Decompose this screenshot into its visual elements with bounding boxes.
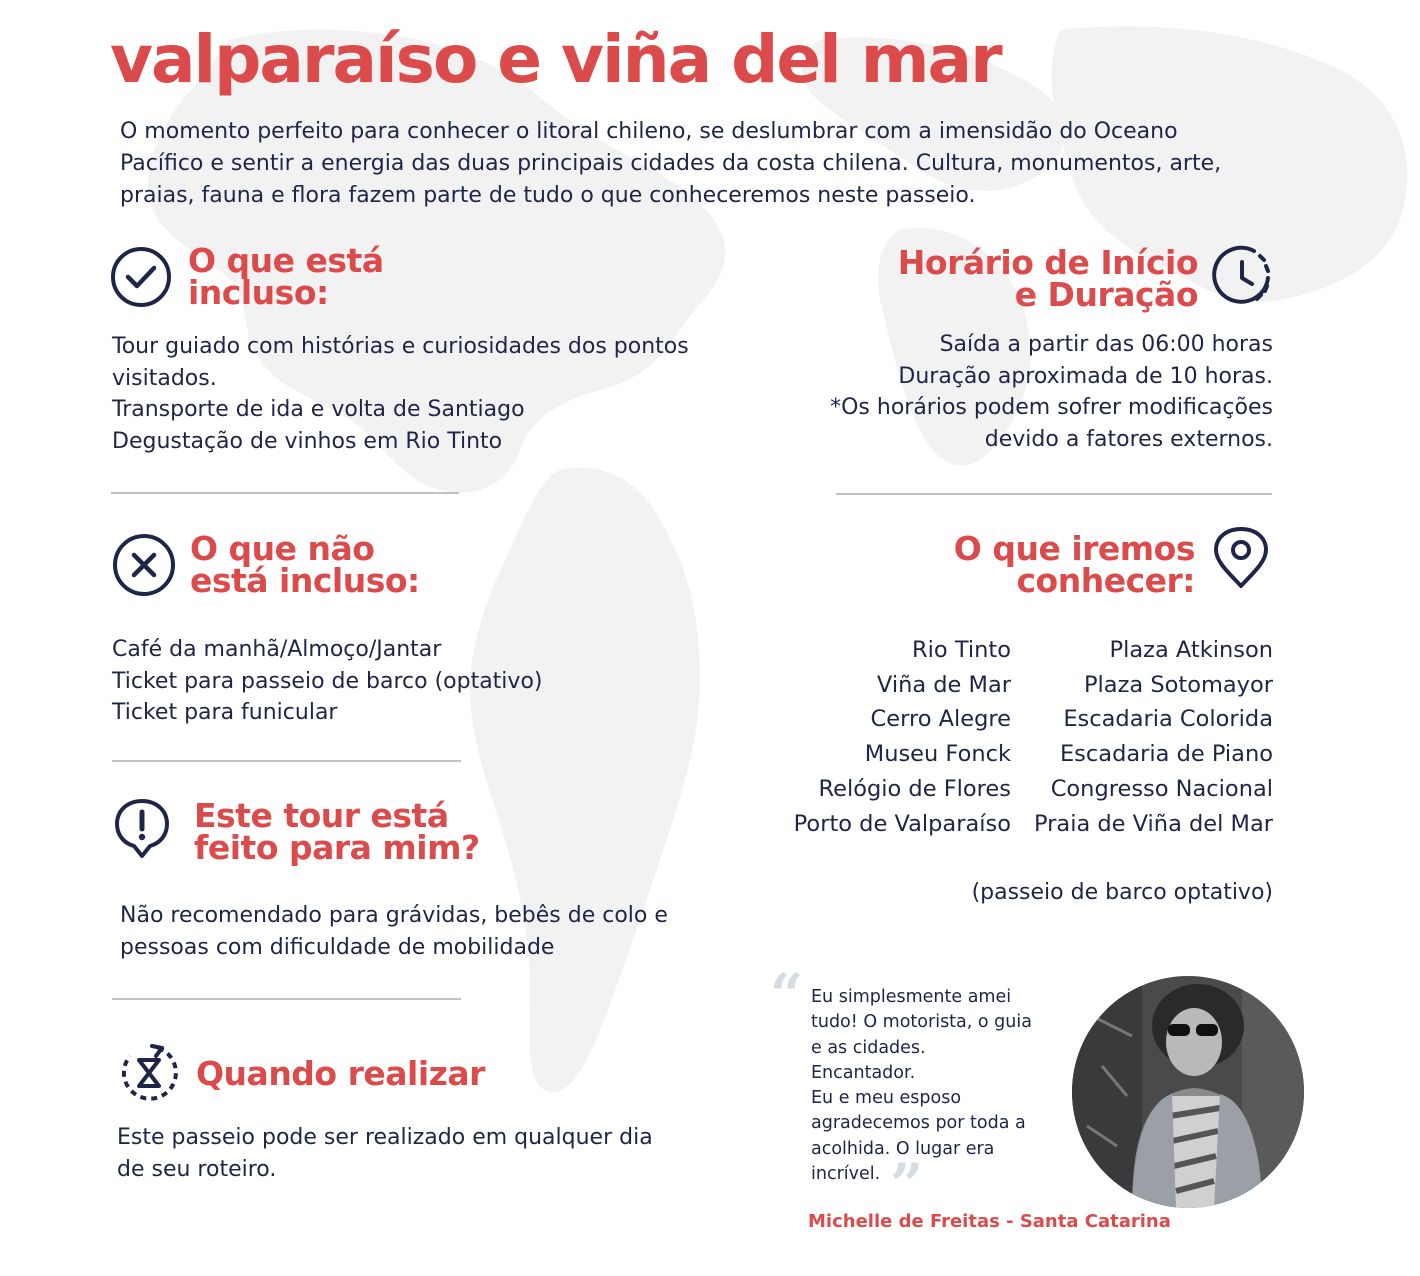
list-item: Tour guiado com histórias e curiosidades dos pontos <box>112 334 689 359</box>
when-text: Este passeio pode ser realizado em qualquer dia de seu roteiro. <box>117 1125 653 1182</box>
list-item: Plaza Sotomayor <box>1083 671 1273 698</box>
list-item: Escadaria de Piano <box>1059 741 1273 768</box>
avatar <box>1072 976 1304 1212</box>
x-circle-icon <box>112 533 176 597</box>
list-item: Escadaria Colorida <box>1063 706 1273 733</box>
included-list <box>112 331 689 457</box>
intro-line: praias, fauna e flora fazem parte de tudo o que conheceremos neste passeio. <box>120 183 976 208</box>
not-included-list <box>112 634 542 729</box>
list-item: Museu Fonck <box>864 741 1011 768</box>
list-item: Transporte de ida e volta de Santiago <box>112 397 525 422</box>
list-item: Ticket para funicular <box>112 700 338 725</box>
intro-line: O momento perfeito para conhecer o litoral chileno, se deslumbrar com a imensidão do Oceano <box>120 119 1178 144</box>
hourglass-refresh-icon <box>118 1042 180 1104</box>
list-item: Congresso Nacional <box>1050 775 1273 802</box>
list-item: Viña de Mar <box>876 671 1011 698</box>
schedule-heading: Horário de Início e Duração <box>897 243 1198 314</box>
list-item: Cerro Alegre <box>870 706 1011 733</box>
places-column-1 <box>794 633 1011 841</box>
check-circle-icon <box>110 246 172 308</box>
divider <box>112 998 461 1000</box>
intro-line: Pacífico e sentir a energia das duas principais cidades da costa chilena. Cultura, monumentos, arte, <box>120 151 1222 176</box>
schedule-text: Saída a partir das 06:00 horas Duração aproximada de 10 horas. *Os horários podem sofrer modificações devido a fatores externos. <box>830 332 1273 452</box>
clock-icon <box>1210 244 1274 308</box>
open-quote-icon: “ <box>770 961 804 1029</box>
list-item: Degustação de vinhos em Rio Tinto <box>112 428 503 454</box>
for-me-heading: Este tour está feito para mim? <box>194 796 480 867</box>
places-column-2 <box>1034 633 1273 841</box>
exclamation-pin-icon <box>114 798 170 860</box>
divider <box>111 492 459 494</box>
list-item: Relógio de Flores <box>818 775 1011 802</box>
page-title: valparaíso e viña del mar <box>110 21 1001 98</box>
list-item: visitados. <box>112 365 217 391</box>
list-item: Porto de Valparaíso <box>793 810 1011 837</box>
list-item: Praia de Viña del Mar <box>1033 810 1273 837</box>
included-heading: O que está incluso: <box>188 241 384 312</box>
divider <box>112 760 461 762</box>
list-item: Plaza Atkinson <box>1109 637 1273 663</box>
list-item: Café da manhã/Almoço/Jantar <box>112 637 442 662</box>
places-note: (passeio de barco optativo) <box>971 880 1273 905</box>
location-pin-icon <box>1212 526 1270 590</box>
for-me-text: Não recomendado para grávidas, bebês de colo e pessoas com dificuldade de mobilidade <box>120 903 668 960</box>
when-heading: Quando realizar <box>196 1054 485 1093</box>
places-heading: O que iremos conhecer: <box>953 529 1195 600</box>
not-included-heading: O que não está incluso: <box>190 529 420 600</box>
close-quote-icon: ” <box>890 1151 924 1219</box>
list-item: Rio Tinto <box>912 637 1011 663</box>
list-item: Ticket para passeio de barco (optativo) <box>112 668 543 694</box>
testimonial-text: Eu simplesmente amei tudo! O motorista, o guia e as cidades. Encantador. Eu e meu esposo agradecemos por toda a acolhida. O lugar era incrível. <box>811 987 1032 1185</box>
intro-paragraph <box>120 116 1270 212</box>
divider <box>836 493 1272 495</box>
testimonial-author: Michelle de Freitas - Santa Catarina <box>808 1211 1171 1232</box>
